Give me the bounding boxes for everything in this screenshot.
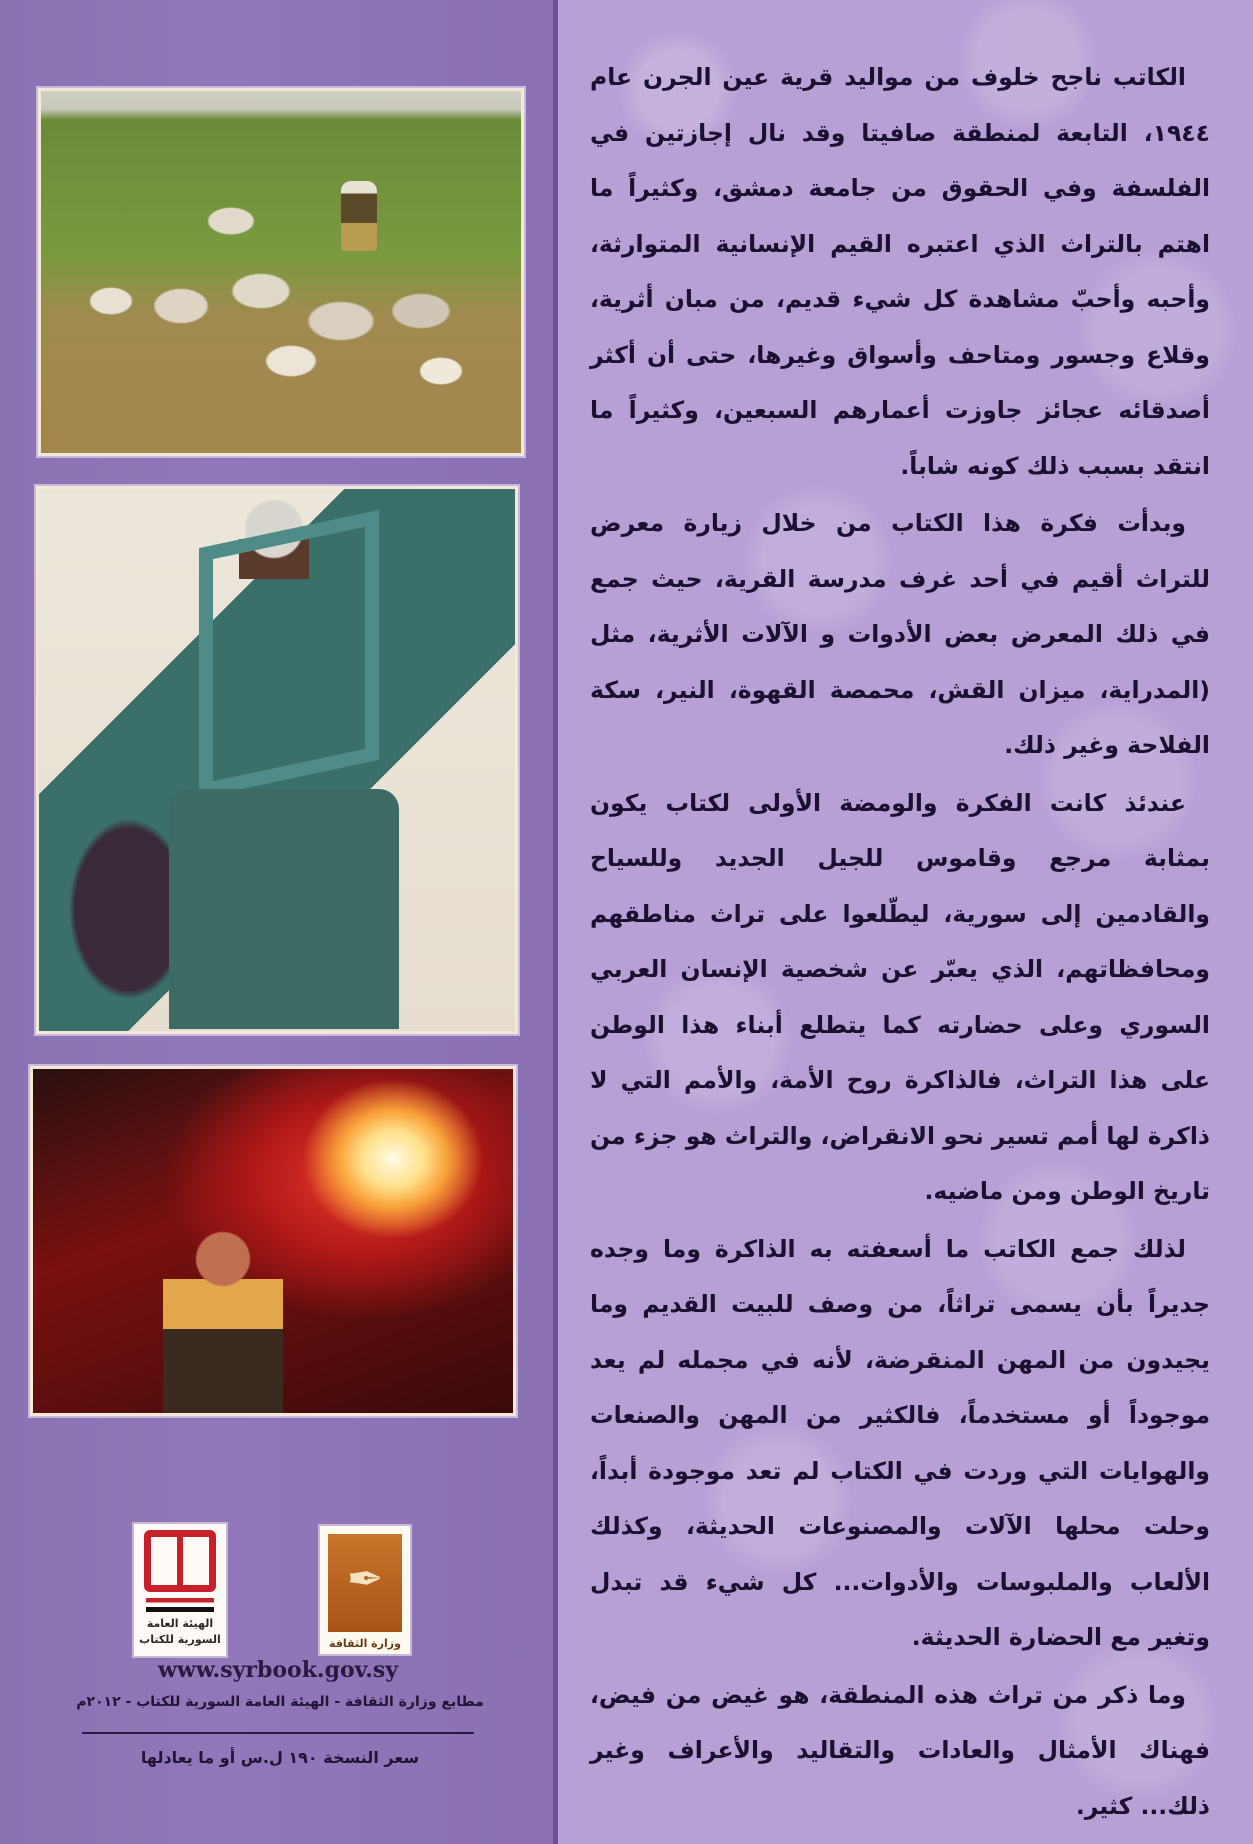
ministry-of-culture-logo bbox=[318, 1524, 412, 1656]
ministry-logo-caption: وزارة الثقافة bbox=[329, 1637, 401, 1650]
paragraph-author: الكاتب ناجح خلوف من مواليد قرية عين الجرن عام ١٩٤٤، التابعة لمنطقة صافيتا وقد نال إجازتين في الفلسفة وفي الحقوق من جامعة دمشق، وكثيراً ما اهتم بالتراث الذي اعتبره القيم الإنسانية المتوارثة، وأحبه وأحبّ مشاهدة كل شيء قديم، من مبان أثرية، وقلاع وجسور ومتاحف وأسواق وغيرها، حتى أن أكثر أصدقائه عجائز جاوزت أعمارهم السبعين، وكثيراً ما انتقد بسبب ذلك كونه شاباً. bbox=[590, 63, 1210, 480]
machine-frame bbox=[199, 510, 379, 798]
shepherd-figure bbox=[341, 181, 377, 251]
back-cover-text bbox=[590, 50, 1210, 1836]
price-line: سعر النسخة ١٩٠ ل.س أو ما يعادلها bbox=[140, 1748, 420, 1767]
fire-breather-figure bbox=[163, 1219, 283, 1416]
footer-divider bbox=[82, 1732, 474, 1734]
photo-fire-breather bbox=[30, 1066, 516, 1416]
photo-sheep-herd bbox=[38, 88, 524, 456]
gob-logo-caption: الهيئة العامة السورية للكتاب bbox=[139, 1617, 221, 1646]
photo-old-machine bbox=[36, 486, 518, 1034]
calligraphy-icon: ✒ bbox=[346, 1554, 384, 1605]
machine-base bbox=[169, 789, 399, 1029]
open-book-icon bbox=[144, 1530, 216, 1592]
flag-stripes bbox=[146, 1598, 214, 1612]
website-url: www.syrbook.gov.sy bbox=[157, 1657, 399, 1683]
paragraph-idea: وبدأت فكرة هذا الكتاب من خلال زيارة معرض للتراث أقيم في أحد غرف مدرسة القرية، حيث جمع في ذلك المعرض بعض الأدوات و الآلات الأثرية، مثل (المدراية، ميزان القش، محمصة القهوة، النير، سكة الفلاحة وغير ذلك. bbox=[590, 509, 1210, 759]
paragraph-closing: وما ذكر من تراث هذه المنطقة، هو غيض من فيض، فهناك الأمثال والعادات والتقاليد والأعراف وغير ذلك... كثير. bbox=[590, 1680, 1210, 1820]
paragraph-content: لذلك جمع الكاتب ما أسعفته به الذاكرة وما وجده جديراً بأن يسمى تراثاً، من وصف للبيت القديم وما يجيدون من المهن المنقرضة، لأنه في مجمله لم يعد موجوداً أو مستخدماً، فالكثير من المهن والصنعات والهوايات التي وردت في الكتاب لم تعد موجودة أبداً، وحلت محلها الآلات والمصنوعات الحديثة، وكذلك الألعاب والملبوسات والأدوات... كل شيء قد تبدل وتغير مع الحضارة الحديثة. bbox=[590, 1234, 1210, 1651]
paragraph-purpose: عندئذ كانت الفكرة والومضة الأولى لكتاب يكون بمثابة مرجع وقاموس للجيل الجديد وللسياح والقادمين إلى سورية، ليطّلعوا على تراث مناطقهم ومحافظاتهم، الذي يعبّر عن شخصية الإنسان العربي السوري وعلى حضارته كما يتطلع أبناء هذا الوطن على هذا التراث، فالذاكرة روح الأمة، والأمم التي لا ذاكرة لها أمم تسير نحو الانقراض، والتراث هو جزء من تاريخ الوطن ومن ماضيه. bbox=[590, 788, 1210, 1205]
publisher-line: مطابع وزارة الثقافة - الهيئة العامة السورية للكتاب - ٢٠١٢م bbox=[76, 1694, 484, 1710]
gob-logo bbox=[132, 1522, 228, 1658]
